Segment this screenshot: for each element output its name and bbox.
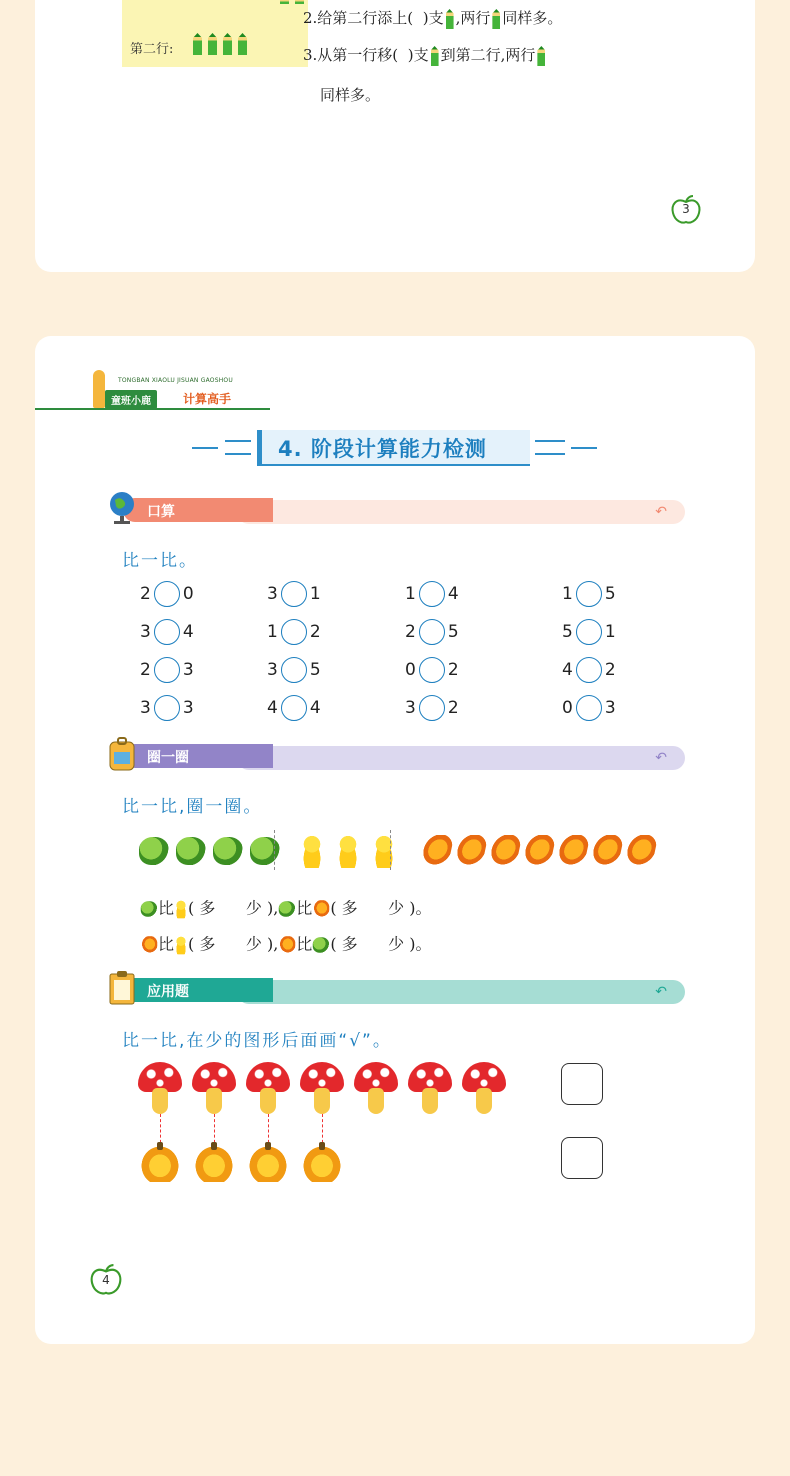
comparison-item bbox=[405, 581, 459, 607]
dino-icon bbox=[313, 900, 330, 918]
left-number: 4 bbox=[562, 660, 573, 680]
frog-icon bbox=[279, 901, 296, 916]
group-divider bbox=[390, 830, 391, 870]
frog-icon bbox=[176, 837, 206, 865]
answer-circle[interactable] bbox=[281, 619, 307, 645]
answer-circle[interactable] bbox=[154, 657, 180, 683]
right-number: 2 bbox=[604, 660, 616, 680]
pencil-icon bbox=[537, 46, 545, 66]
answer-circle[interactable] bbox=[576, 657, 602, 683]
page-number: 4 bbox=[102, 1273, 110, 1287]
comparison-item bbox=[267, 619, 321, 645]
answer-circle[interactable] bbox=[154, 695, 180, 721]
answer-circle[interactable] bbox=[419, 619, 445, 645]
comparison-item bbox=[405, 619, 459, 645]
pumpkin-icon bbox=[249, 1146, 287, 1182]
apple-page-number bbox=[670, 195, 702, 223]
worksheet-page-4 bbox=[35, 336, 755, 1344]
creature-row bbox=[139, 834, 659, 868]
dino-icon bbox=[452, 835, 489, 867]
duck-icon bbox=[174, 936, 188, 955]
giraffe-icon bbox=[93, 370, 105, 408]
dino-icon bbox=[279, 936, 296, 954]
comparison-item bbox=[562, 619, 616, 645]
section-circle bbox=[107, 742, 685, 772]
curved-arrow-icon: ↶ bbox=[655, 750, 667, 766]
answer-circle[interactable] bbox=[154, 619, 180, 645]
frog-icon bbox=[141, 901, 158, 916]
answer-circle[interactable] bbox=[281, 695, 307, 721]
brand-header bbox=[35, 366, 275, 416]
left-number: 0 bbox=[405, 660, 416, 680]
right-number: 5 bbox=[604, 584, 616, 604]
curved-arrow-icon: ↶ bbox=[655, 504, 667, 520]
duck-icon bbox=[174, 900, 188, 919]
dino-icon bbox=[141, 936, 158, 954]
right-number: 0 bbox=[182, 584, 194, 604]
mushroom-icon bbox=[300, 1062, 344, 1118]
pencil-icon bbox=[492, 9, 500, 29]
globe-icon bbox=[107, 490, 137, 526]
left-number: 4 bbox=[267, 698, 278, 718]
answer-box-pumpkins[interactable] bbox=[561, 1137, 603, 1179]
mushroom-icon bbox=[408, 1062, 452, 1118]
answer-circle[interactable] bbox=[576, 619, 602, 645]
duck-icon bbox=[335, 834, 361, 868]
mushroom-icon bbox=[138, 1062, 182, 1118]
left-number: 2 bbox=[405, 622, 416, 642]
backpack-icon bbox=[107, 736, 137, 772]
section-label: 圈一圈 bbox=[147, 750, 189, 766]
left-number: 0 bbox=[562, 698, 573, 718]
comparison-item bbox=[562, 581, 616, 607]
answer-circle[interactable] bbox=[419, 657, 445, 683]
pencil-icon bbox=[193, 33, 202, 55]
comparison-item bbox=[267, 581, 321, 607]
lesson-title-box bbox=[257, 430, 530, 466]
page-number: 3 bbox=[682, 202, 690, 216]
row2-label: 第二行: bbox=[130, 42, 174, 57]
instruction-circle: 比一比,圈一圈。 bbox=[122, 797, 263, 817]
fill-line-1: 比 ( 多 少 ), 比 ( 多 少 )。 bbox=[140, 892, 432, 926]
section-application bbox=[107, 976, 685, 1006]
dino-icon bbox=[520, 835, 557, 867]
section-label: 口算 bbox=[147, 504, 175, 520]
group-divider bbox=[274, 830, 275, 870]
section-label: 应用题 bbox=[147, 984, 189, 1000]
dino-icon bbox=[622, 835, 659, 867]
answer-box-mushrooms[interactable] bbox=[561, 1063, 603, 1105]
frog-icon bbox=[313, 937, 330, 952]
pumpkin-icon bbox=[195, 1146, 233, 1182]
pencil-icon bbox=[223, 33, 232, 55]
instruction-check: 比一比,在少的图形后面画“√”。 bbox=[122, 1031, 392, 1051]
right-number: 1 bbox=[309, 584, 321, 604]
left-number: 1 bbox=[405, 584, 416, 604]
right-number: 3 bbox=[182, 660, 194, 680]
brand-subtitle: 计算高手 bbox=[183, 392, 232, 406]
dino-icon bbox=[588, 835, 625, 867]
dino-icon bbox=[486, 835, 523, 867]
apple-page-number bbox=[88, 1264, 120, 1292]
answer-circle[interactable] bbox=[576, 695, 602, 721]
left-number: 3 bbox=[267, 660, 278, 680]
question-3-end: 同样多。 bbox=[320, 86, 381, 104]
brand-underline bbox=[35, 408, 270, 410]
brand-pinyin: TONGBAN XIAOLU JISUAN GAOSHOU bbox=[118, 377, 233, 384]
pencil-icon bbox=[446, 9, 454, 29]
right-number: 4 bbox=[182, 622, 194, 642]
right-number: 5 bbox=[309, 660, 321, 680]
row1-pencils bbox=[277, 0, 308, 4]
answer-circle[interactable] bbox=[281, 657, 307, 683]
row2-pencils bbox=[190, 33, 250, 55]
right-number: 3 bbox=[182, 698, 194, 718]
answer-circle[interactable] bbox=[281, 581, 307, 607]
left-number: 3 bbox=[267, 584, 278, 604]
frog-icon bbox=[250, 837, 280, 865]
mushroom-icon bbox=[462, 1062, 506, 1118]
pencil-icon bbox=[208, 33, 217, 55]
answer-circle[interactable] bbox=[576, 581, 602, 607]
pumpkin-icon bbox=[141, 1146, 179, 1182]
frog-icon bbox=[139, 837, 169, 865]
answer-circle[interactable] bbox=[419, 581, 445, 607]
dino-icon bbox=[418, 835, 455, 867]
comparison-item bbox=[267, 695, 321, 721]
comparison-item bbox=[140, 619, 194, 645]
left-number: 3 bbox=[140, 622, 151, 642]
left-number: 3 bbox=[405, 698, 416, 718]
left-number: 3 bbox=[140, 698, 151, 718]
right-number: 4 bbox=[447, 584, 459, 604]
right-number: 4 bbox=[309, 698, 321, 718]
instruction-compare: 比一比。 bbox=[122, 551, 198, 571]
left-number: 1 bbox=[267, 622, 278, 642]
frog-icon bbox=[213, 837, 243, 865]
curved-arrow-icon: ↶ bbox=[655, 984, 667, 1000]
right-number: 3 bbox=[604, 698, 616, 718]
mushroom-icon bbox=[354, 1062, 398, 1118]
lesson-title-block bbox=[35, 426, 755, 470]
mushroom-icon bbox=[192, 1062, 236, 1118]
answer-circle[interactable] bbox=[419, 695, 445, 721]
right-number: 2 bbox=[309, 622, 321, 642]
left-number: 1 bbox=[562, 584, 573, 604]
comparison-item bbox=[140, 581, 194, 607]
lesson-title: 4. 阶段计算能力检测 bbox=[278, 437, 487, 461]
question-3: 3.从第一行移( )支 到第二行,两行 bbox=[303, 44, 547, 66]
clipboard-icon bbox=[107, 970, 137, 1006]
pencil-icon bbox=[238, 33, 247, 55]
right-number: 1 bbox=[604, 622, 616, 642]
question-2: 2.给第二行添上( )支 ,两行 同样多。 bbox=[303, 9, 563, 27]
brand-tag: 童班小鹿 bbox=[105, 390, 157, 409]
worksheet-page-3 bbox=[35, 0, 755, 272]
right-number: 2 bbox=[447, 660, 459, 680]
comparison-item bbox=[562, 695, 616, 721]
left-number: 2 bbox=[140, 584, 151, 604]
left-number: 2 bbox=[140, 660, 151, 680]
duck-icon bbox=[299, 834, 325, 868]
comparison-item bbox=[562, 657, 616, 683]
comparison-item bbox=[267, 657, 321, 683]
section-mental-math bbox=[107, 496, 685, 526]
answer-circle[interactable] bbox=[154, 581, 180, 607]
right-number: 5 bbox=[447, 622, 459, 642]
right-number: 2 bbox=[447, 698, 459, 718]
dino-icon bbox=[554, 835, 591, 867]
comparison-item bbox=[140, 657, 194, 683]
fill-line-2: 比 ( 多 少 ), 比 ( 多 少 )。 bbox=[140, 928, 432, 962]
comparison-item bbox=[405, 695, 459, 721]
left-number: 5 bbox=[562, 622, 573, 642]
comparison-item bbox=[140, 695, 194, 721]
pencil-icon bbox=[431, 46, 439, 66]
mushroom-icon bbox=[246, 1062, 290, 1118]
pumpkin-icon bbox=[303, 1146, 341, 1182]
comparison-item bbox=[405, 657, 459, 683]
duck-icon bbox=[371, 834, 397, 868]
